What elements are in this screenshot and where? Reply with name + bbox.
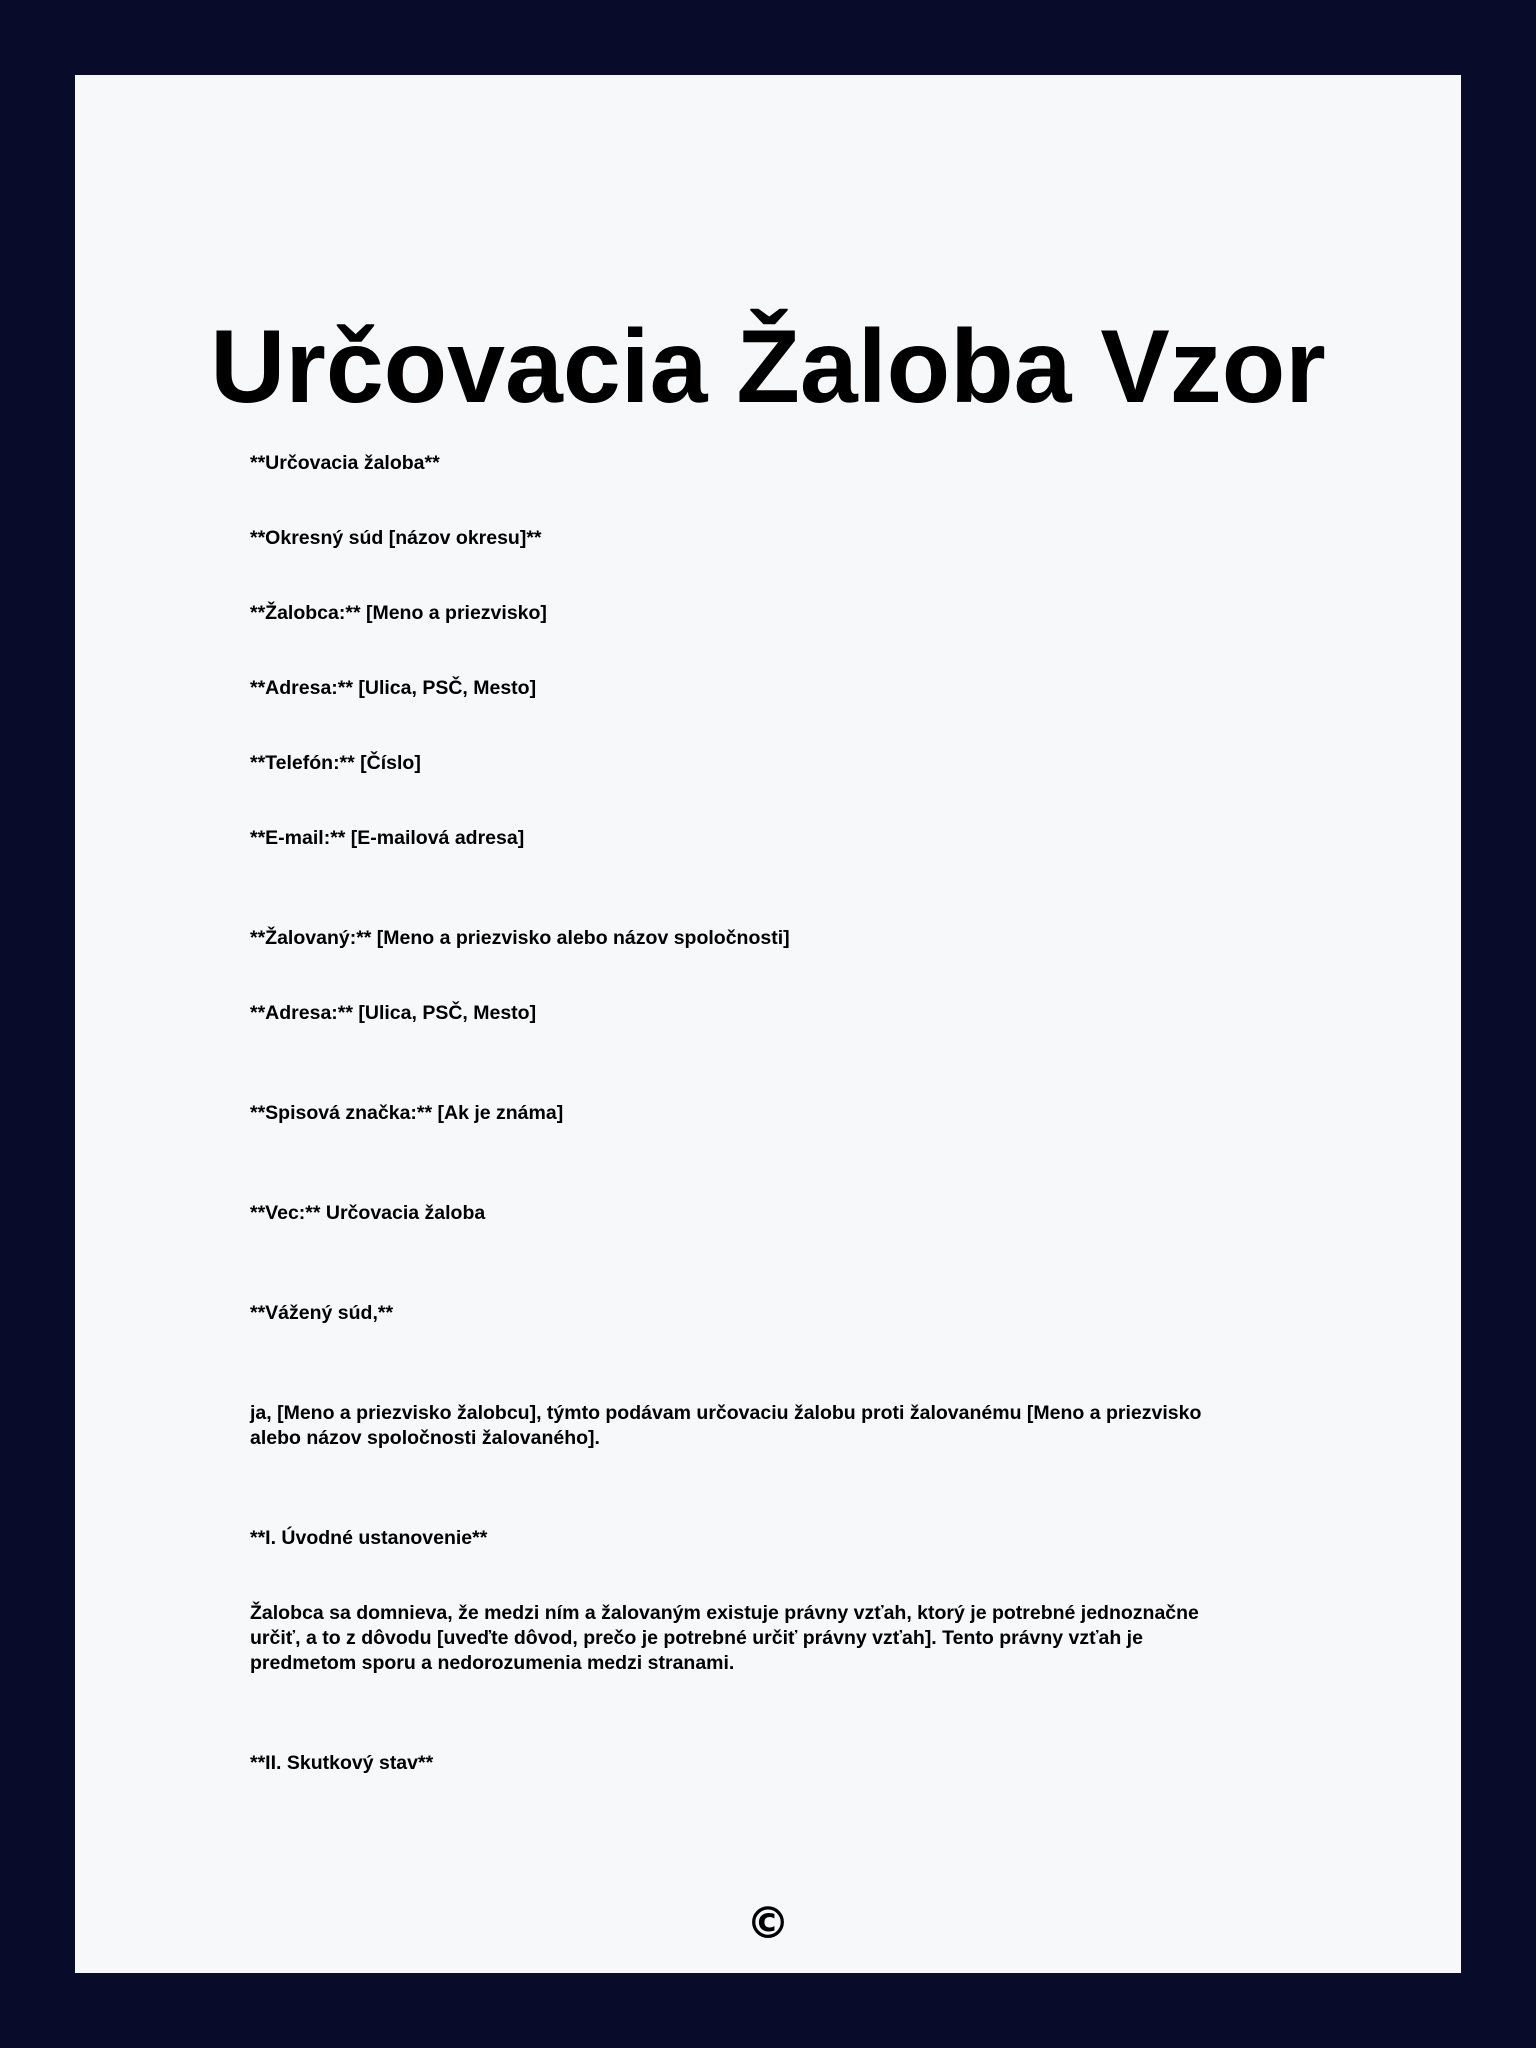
salutation-line: **Vážený súd,** xyxy=(250,1302,394,1324)
plaintiff-line: **Žalobca:** [Meno a priezvisko] xyxy=(250,602,547,624)
subject-line: **Vec:** Určovacia žaloba xyxy=(250,1202,486,1224)
defendant-address-line: **Adresa:** [Ulica, PSČ, Mesto] xyxy=(250,1002,537,1024)
plaintiff-email-line: **E-mail:** [E-mailová adresa] xyxy=(250,827,525,849)
intro-section-paragraph: Žalobca sa domnieva, že medzi ním a žalovaným existuje právny vzťah, ktorý je potrebné jednoznačne určiť, a to z dôvodu [uveďte dôvod, prečo je potrebné určiť právny vzťah]. Tento právny vzťah je predmetom sporu a nedorozumenia medzi stranami. xyxy=(250,1602,1199,1674)
copyright-icon: © xyxy=(746,1898,790,1949)
section-heading-intro: **I. Úvodné ustanovenie** xyxy=(250,1527,488,1549)
document-page xyxy=(75,75,1461,1973)
court-line: **Okresný súd [názov okresu]** xyxy=(250,527,542,549)
plaintiff-address-line: **Adresa:** [Ulica, PSČ, Mesto] xyxy=(250,677,537,699)
defendant-line: **Žalovaný:** [Meno a priezvisko alebo názov spoločnosti] xyxy=(250,927,790,949)
plaintiff-phone-line: **Telefón:** [Číslo] xyxy=(250,752,421,774)
document-title: Určovacia Žaloba Vzor xyxy=(210,309,1326,425)
case-number-line: **Spisová značka:** [Ak je známa] xyxy=(250,1102,564,1124)
intro-paragraph: ja, [Meno a priezvisko žalobcu], týmto podávam určovaciu žalobu proti žalovanému [Meno a priezvisko alebo názov spoločnosti žalovaného]. xyxy=(250,1402,1202,1449)
heading-lawsuit: **Určovacia žaloba** xyxy=(250,452,440,474)
section-heading-facts: **II. Skutkový stav** xyxy=(250,1752,434,1774)
